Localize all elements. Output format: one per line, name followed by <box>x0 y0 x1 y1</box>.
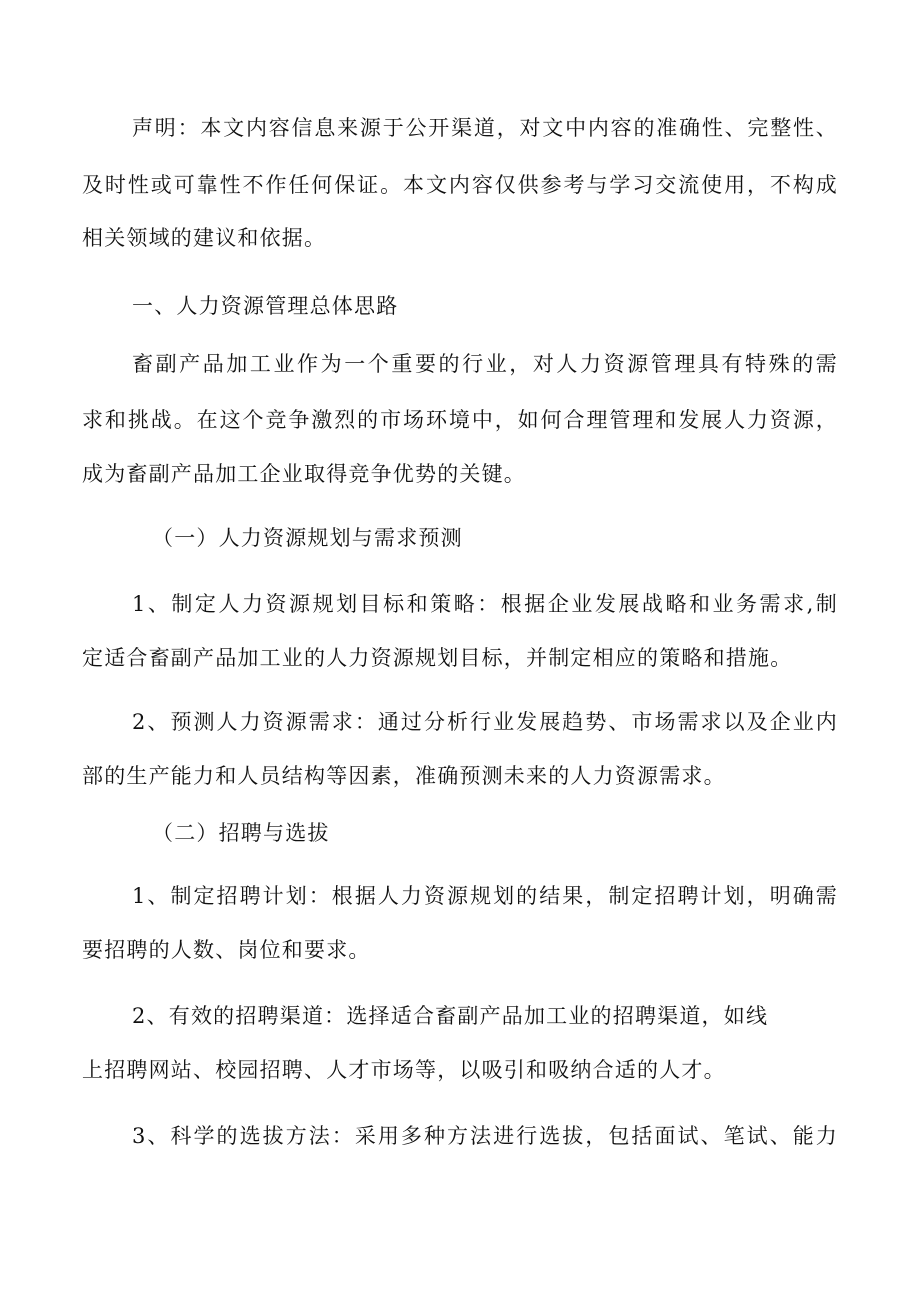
item-1-2-line-2: 部的生产能力和人员结构等因素，准确预测未来的人力资源需求。 <box>82 764 726 788</box>
disclaimer-line-1: 声明：本文内容信息来源于公开渠道，对文中内容的准确性、完整性、 <box>132 116 838 140</box>
disclaimer-line-3: 相关领域的建议和依据。 <box>82 226 327 250</box>
item-1-1-line-1: 1、制定人力资源规划目标和策略：根据企业发展战略和业务需求,制 <box>132 592 838 616</box>
item-2-1-line-2: 要招聘的人数、岗位和要求。 <box>82 938 371 962</box>
section1-paragraph-line-2: 求和挑战。在这个竞争激烈的市场环境中，如何合理管理和发展人力资源， <box>82 408 838 432</box>
section-title-1: 一、人力资源管理总体思路 <box>132 294 399 318</box>
item-2-2-line-2: 上招聘网站、校园招聘、人才市场等，以吸引和吸纳合适的人才。 <box>82 1058 726 1082</box>
section1-paragraph-line-1: 畜副产品加工业作为一个重要的行业，对人力资源管理具有特殊的需 <box>132 352 838 376</box>
disclaimer-line-2: 及时性或可靠性不作任何保证。本文内容仅供参考与学习交流使用，不构成 <box>82 173 838 197</box>
subsection-title-2: （二）招聘与选拔 <box>152 821 330 845</box>
item-2-3-line-1: 3、科学的选拔方法：采用多种方法进行选拔，包括面试、笔试、能力 <box>132 1124 838 1148</box>
section1-paragraph-line-3: 成为畜副产品加工企业取得竞争优势的关键。 <box>82 462 526 486</box>
subsection-title-1: （一）人力资源规划与需求预测 <box>152 526 463 550</box>
item-1-2-line-1: 2、预测人力资源需求：通过分析行业发展趋势、市场需求以及企业内 <box>132 710 838 734</box>
item-2-2-line-1: 2、有效的招聘渠道：选择适合畜副产品加工业的招聘渠道，如线 <box>132 1004 769 1028</box>
item-2-1-line-1: 1、制定招聘计划：根据人力资源规划的结果，制定招聘计划，明确需 <box>132 884 838 908</box>
item-1-1-line-2: 定适合畜副产品加工业的人力资源规划目标，并制定相应的策略和措施。 <box>82 646 793 670</box>
